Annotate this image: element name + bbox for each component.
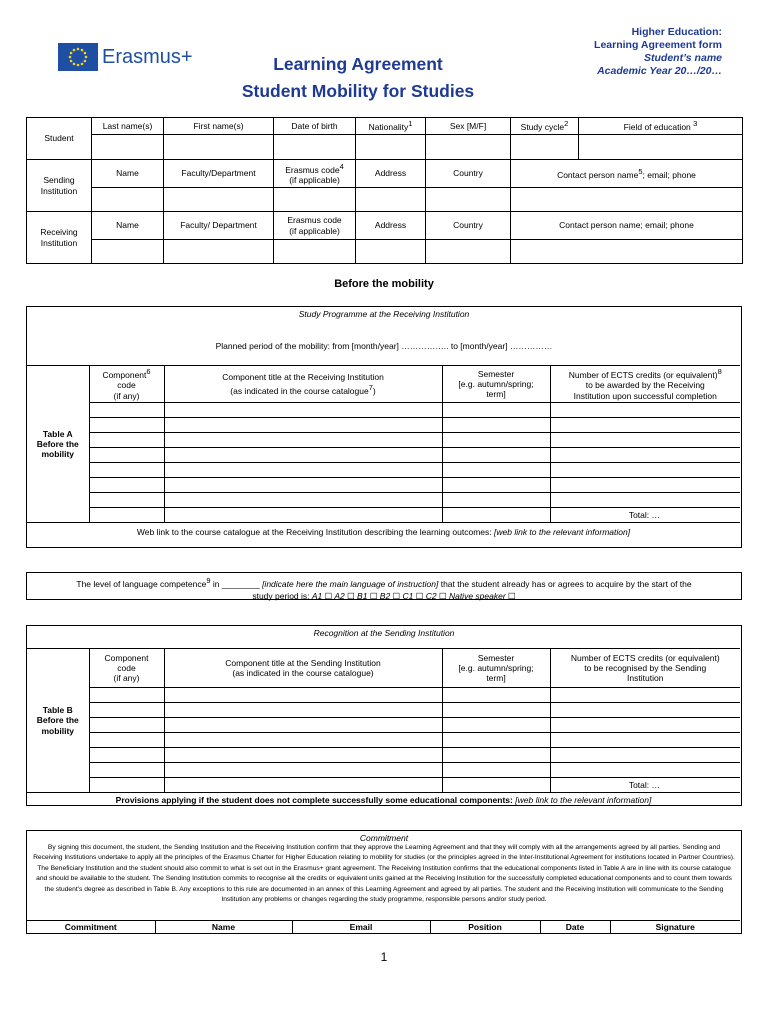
table-a-title: Study Programme at the Receiving Institution: [298, 309, 470, 319]
title-line-2: Student Mobility for Studies: [241, 81, 475, 101]
table-a-label: Table A Before the mobility: [27, 366, 89, 523]
party-info-table: [26, 117, 743, 264]
table-b-provisions: Provisions applying if the student does not complete successfully some educational components: [web link to the relevant information]: [27, 793, 740, 807]
sex-field[interactable]: [426, 135, 511, 160]
header-line-4: Academic Year 20…/20…: [597, 65, 722, 77]
col-field-of-education: Field of education $^3$: [579, 118, 743, 135]
table-row: [27, 718, 740, 733]
sending-col-faculty: Faculty/Department: [164, 160, 274, 188]
col-sex: Sex [M/F]: [426, 118, 511, 135]
table-b-col-code: Component code (if any): [89, 649, 164, 688]
table-a-weblink: Web link to the course catalogue at the Receiving Institution describing the learning outcomes: [web link to the relevant information]: [27, 523, 740, 541]
before-mobility-heading: Before the mobility: [334, 278, 434, 290]
erasmus-logo-text: Erasmus+: [102, 46, 193, 68]
table-a: [27, 365, 740, 541]
table-b-label: Table B Before the mobility: [27, 649, 89, 793]
col-date-of-birth: Date of birth: [274, 118, 356, 135]
col-last-name: Last name(s): [92, 118, 164, 135]
sig-col-signature: Signature: [610, 920, 740, 933]
table-row: [27, 508, 740, 523]
receiving-col-faculty: Faculty/ Department: [164, 212, 274, 240]
table-b-col-semester: Semester [e.g. autumn/spring; term]: [442, 649, 550, 688]
table-row: [27, 733, 740, 748]
table-b-section: [26, 625, 742, 806]
sending-name-field[interactable]: [92, 188, 164, 212]
sending-institution-label: Sending Institution: [27, 160, 92, 212]
col-nationality: Nationality$^1$: [356, 118, 426, 135]
sending-country-field[interactable]: [426, 188, 511, 212]
sig-col-date: Date: [540, 920, 610, 933]
sig-col-position: Position: [430, 920, 540, 933]
form-header-info: [482, 26, 722, 78]
sig-col-commitment: Commitment: [27, 920, 155, 933]
table-a-col-code: Component$^6$ code (if any): [89, 366, 164, 403]
receiving-faculty-field[interactable]: [164, 240, 274, 264]
table-a-total: Total: …: [550, 508, 740, 523]
title-line-1: Learning Agreement: [273, 54, 443, 74]
document-title: [198, 54, 518, 102]
sending-col-country: Country: [426, 160, 511, 188]
table-row: [27, 493, 740, 508]
table-row: [27, 778, 740, 793]
col-first-name: First name(s): [164, 118, 274, 135]
table-b-col-title: Component title at the Sending Institution (as indicated in the course catalogue): [164, 649, 442, 688]
language-competence: The level of language competence$^9$ in ________ [indicate here the main language of instruction] that the student already has or agrees to acquire by the start of the study period is: A1 ☐ A2 ☐ B1 ☐ B2 ☐ C1 ☐ C2 ☐ Native speaker ☐: [26, 572, 742, 600]
sending-address-field[interactable]: [356, 188, 426, 212]
table-row: [27, 403, 740, 418]
table-row: [27, 763, 740, 778]
commitment-title: Commitment: [359, 833, 409, 843]
receiving-col-country: Country: [426, 212, 511, 240]
field-of-education-field[interactable]: [579, 135, 743, 160]
table-b-col-ects: Number of ECTS credits (or equivalent) to be recognised by the Sending Institution: [550, 649, 740, 688]
student-label: Student: [27, 118, 92, 160]
table-row: [27, 748, 740, 763]
receiving-country-field[interactable]: [426, 240, 511, 264]
sending-erasmus-code-field[interactable]: [274, 188, 356, 212]
sending-contact-field[interactable]: [511, 188, 743, 212]
table-row: [27, 433, 740, 448]
receiving-address-field[interactable]: [356, 240, 426, 264]
sending-col-name: Name: [92, 160, 164, 188]
planned-period: Planned period of the mobility: from [month/year] …………….. to [month/year] ……………: [215, 341, 553, 351]
nationality-field[interactable]: [356, 135, 426, 160]
table-a-col-ects: Number of ECTS credits (or equivalent)$^8$ to be awarded by the Receiving Institution upon successful completion: [550, 366, 740, 403]
sending-col-erasmus-code: Erasmus code$^4$ (if applicable): [274, 160, 356, 188]
receiving-col-contact: Contact person name; email; phone: [511, 212, 743, 240]
sending-faculty-field[interactable]: [164, 188, 274, 212]
table-row: [27, 463, 740, 478]
sending-col-address: Address: [356, 160, 426, 188]
table-b: [27, 648, 740, 807]
sig-col-email: Email: [292, 920, 430, 933]
receiving-col-address: Address: [356, 212, 426, 240]
table-row: [27, 418, 740, 433]
table-a-col-semester: Semester [e.g. autumn/spring; term]: [442, 366, 550, 403]
commitment-section: [26, 830, 742, 934]
table-row: [27, 478, 740, 493]
commitment-signature-table: [27, 920, 740, 934]
erasmus-logo: [58, 43, 198, 73]
table-b-title: Recognition at the Sending Institution: [313, 628, 455, 638]
sending-col-contact: Contact person name$^5$; email; phone: [511, 160, 743, 188]
eu-flag-icon: [58, 43, 98, 71]
table-row: [27, 448, 740, 463]
header-line-2: Learning Agreement form: [594, 39, 722, 51]
table-b-total: Total: …: [550, 778, 740, 793]
sig-col-name: Name: [155, 920, 292, 933]
language-level-checkboxes[interactable]: A1 ☐ A2 ☐ B1 ☐ B2 ☐ C1 ☐ C2 ☐ Native speaker ☐: [311, 590, 516, 601]
header-line-3: Student’s name: [644, 52, 722, 64]
commitment-text: By signing this document, the student, the Sending Institution and the Receiving Institution confirm that they approve the Learning Agreement and that they will comply with all the arrangements agreed by all parties. Sending and Receiving Institutions undertake to apply all the principles of the Erasmus Charter for Higher Education relating to mobility for studies (or the principles agreed in the Inter-Institutional Agreement for institutions located in Partner Countries). The Beneficiary Institution and the student should also commit to what is set out in the Erasmus+ grant agreement. The Receiving Institution confirms that the educational components listed in Table A are in line with its course catalogue and should be available to the student. The Sending Institution commits to recognise all the credits or equivalent units gained at the Receiving Institution for the successfully completed educational components and to count them towards the student's degree as described in Table B. Any exceptions to this rule are documented in an annex of this Learning Agreement and agreed by all parties. The student and the Receiving Institution will communicate to the Sending Institution any problems or changes regarding the study programme, responsible persons and/or study period.: [33, 844, 735, 904]
receiving-col-name: Name: [92, 212, 164, 240]
table-a-section: [26, 306, 742, 548]
receiving-contact-field[interactable]: [511, 240, 743, 264]
page-number: 1: [380, 950, 388, 964]
first-name-field[interactable]: [164, 135, 274, 160]
receiving-name-field[interactable]: [92, 240, 164, 264]
date-of-birth-field[interactable]: [274, 135, 356, 160]
table-row: [27, 688, 740, 703]
last-name-field[interactable]: [92, 135, 164, 160]
receiving-institution-label: Receiving Institution: [27, 212, 92, 264]
receiving-col-erasmus-code: Erasmus code (if applicable): [274, 212, 356, 240]
table-row: [27, 703, 740, 718]
col-study-cycle: Study cycle$^2$: [511, 118, 579, 135]
table-a-col-title: Component title at the Receiving Institution (as indicated in the course catalogue$^7$): [164, 366, 442, 403]
receiving-erasmus-code-field[interactable]: [274, 240, 356, 264]
study-cycle-field[interactable]: [511, 135, 579, 160]
header-line-1: Higher Education:: [631, 26, 722, 38]
